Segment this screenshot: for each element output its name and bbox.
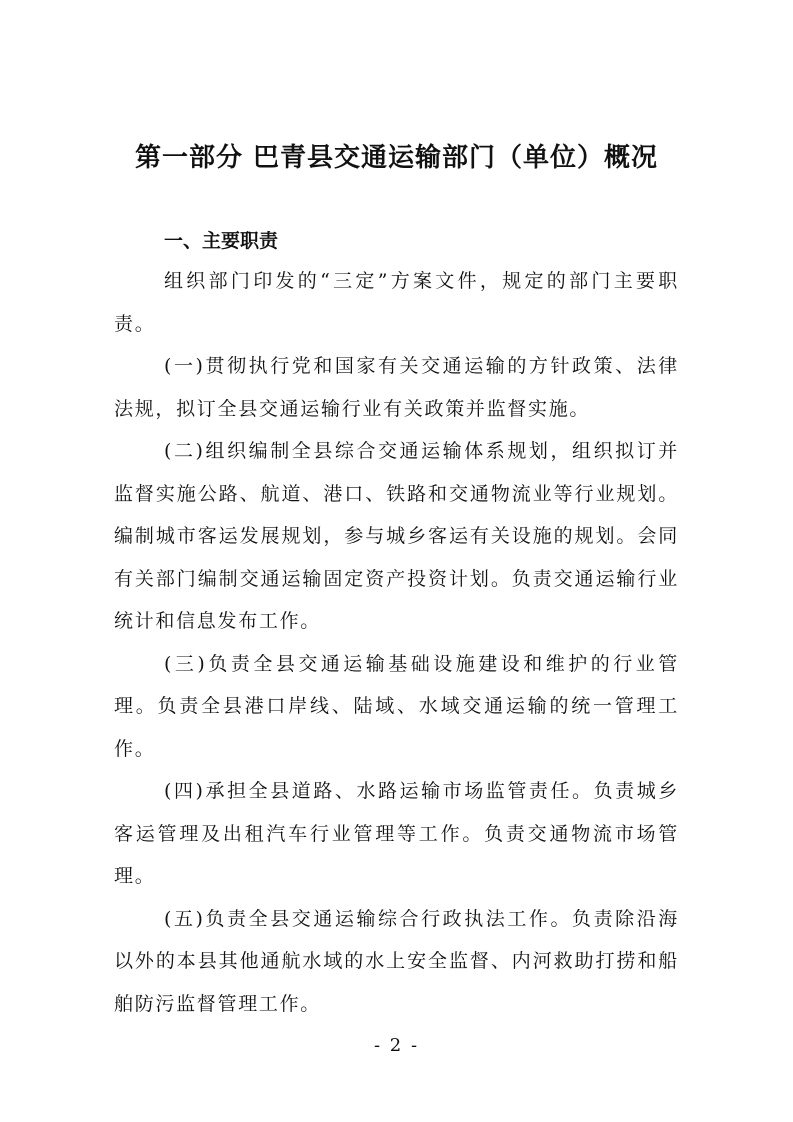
document-body xyxy=(114,222,679,1025)
paragraph-duty-2: (二)组织编制全县综合交通运输体系规划，组织拟订并监督实施公路、航道、港口、铁路和交通物流业等行业规划。编制城市客运发展规划，参与城乡客运有关设施的规划。会同有关部门编制交通运输固定资产投资计划。负责交通运输行业统计和信息发布工作。 xyxy=(114,440,679,632)
paragraph-duty-5: (五)负责全县交通运输综合行政执法工作。负责除沿海以外的本县其他通航水域的水上安全监督、内河救助打捞和船舶防污监督管理工作。 xyxy=(114,907,679,1015)
paragraph-duty-1: (一)贯彻执行党和国家有关交通运输的方针政策、法律法规，拟订全县交通运输行业有关政策并监督实施。 xyxy=(114,355,679,420)
page-title: 第一部分 巴青县交通运输部门（单位）概况 xyxy=(134,143,659,173)
page-number: - 2 - xyxy=(373,1035,420,1056)
paragraph-duty-4: (四)承担全县道路、水路运输市场监管责任。负责城乡客运管理及出租汽车行业管理等工作。负责交通物流市场管理。 xyxy=(114,780,679,887)
paragraph-duty-3: (三)负责全县交通运输基础设施建设和维护的行业管理。负责全县港口岸线、陆域、水域交通运输的统一管理工作。 xyxy=(114,652,679,760)
paragraph-intro: 组织部门印发的“三定”方案文件，规定的部门主要职责。 xyxy=(114,270,679,335)
section-heading: 一、主要职责 xyxy=(164,230,279,252)
